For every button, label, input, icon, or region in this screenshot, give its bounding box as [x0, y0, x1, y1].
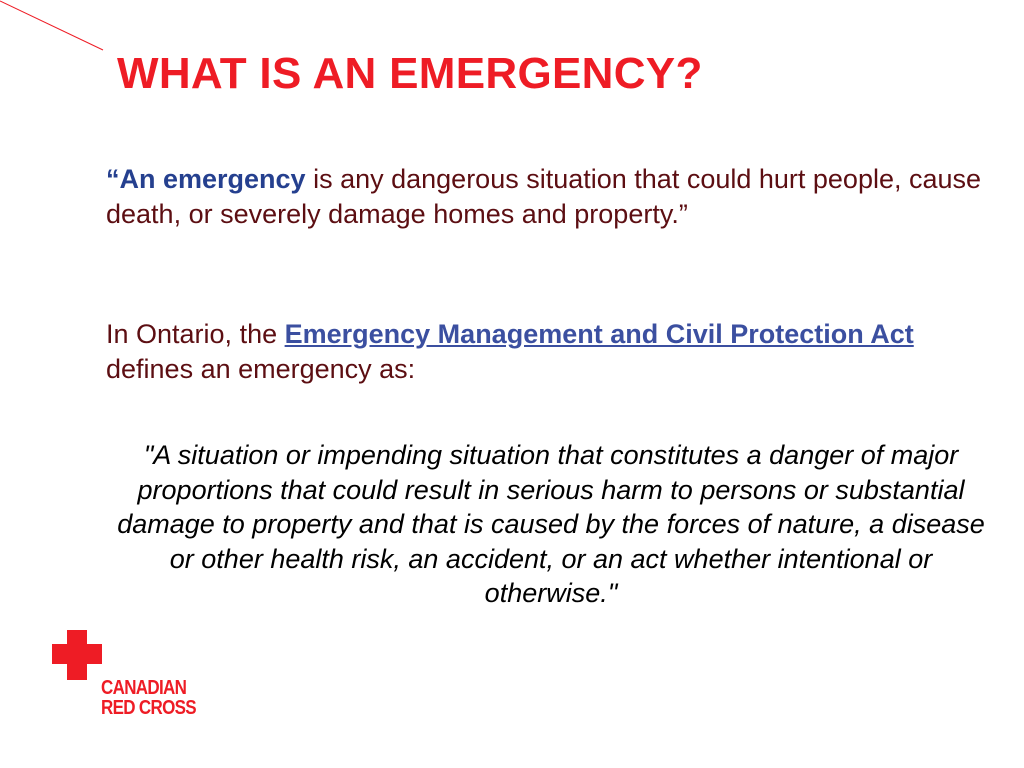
slide-title: WHAT IS AN EMERGENCY? — [117, 49, 703, 98]
canadian-red-cross-logo — [52, 630, 222, 730]
logo-wordmark — [101, 678, 203, 718]
ontario-suffix: defines an emergency as: — [106, 354, 416, 384]
logo-line-2: RED CROSS — [101, 697, 196, 719]
emergency-definition — [106, 162, 996, 232]
act-name-link[interactable]: Emergency Management and Civil Protection Act — [284, 319, 914, 349]
red-cross-icon — [52, 630, 102, 680]
logo-line-1: CANADIAN — [101, 677, 187, 699]
definition-lead: “An emergency — [106, 164, 306, 194]
definition-text: is any dangerous situation that could hurt people, cause death, or severely damage homes and property.” — [106, 164, 982, 229]
ontario-prefix: In Ontario, the — [106, 319, 285, 349]
act-quote: "A situation or impending situation that constitutes a danger of major proportions that could result in serious harm to persons or substantial damage to property and that is caused by the forces of nature, a disease or other health risk, an accident, or an act whether intentional or otherwise." — [117, 440, 985, 608]
ontario-paragraph — [106, 317, 986, 387]
